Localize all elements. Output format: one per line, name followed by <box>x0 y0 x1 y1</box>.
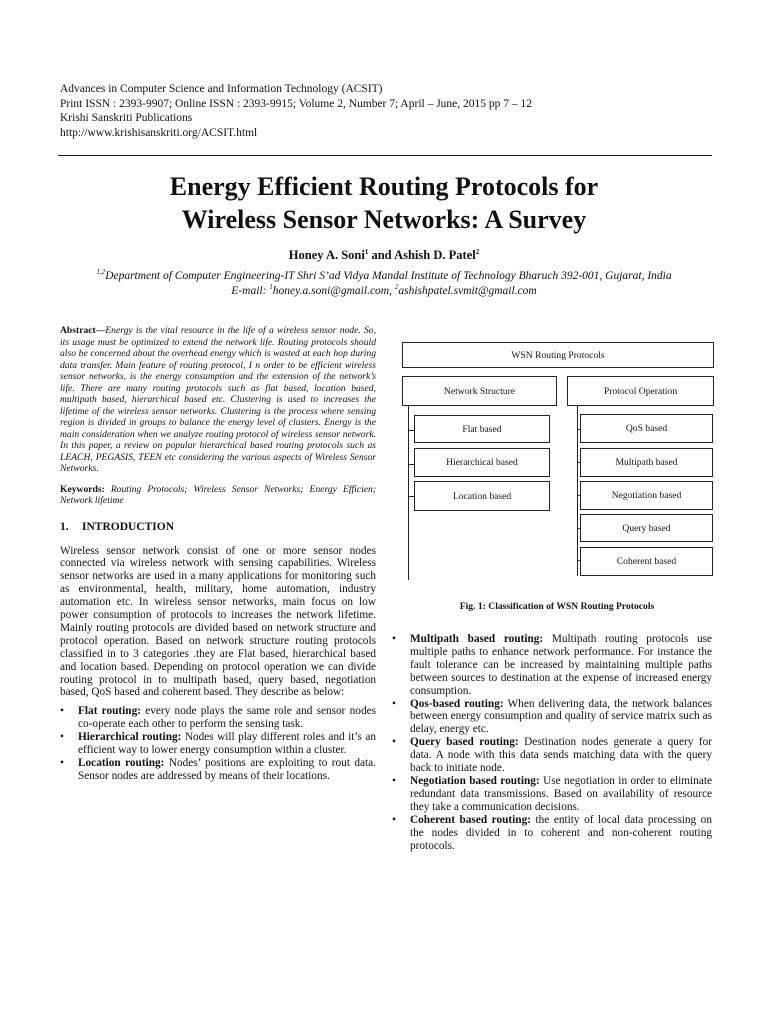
bullet-icon: • <box>392 697 396 710</box>
affiliation-block <box>40 269 728 299</box>
journal-url[interactable]: http://www.krishisanskriti.org/ACSIT.html <box>60 126 258 139</box>
figure-caption: Fig. 1: Classification of WSN Routing Protocols <box>459 601 655 612</box>
list-item-text: Nodes’ positions are exploiting to rout data. Sensor nodes are addressed by means of their locations. <box>78 757 376 782</box>
list-item <box>392 814 712 853</box>
author-2-sup: 2 <box>475 247 480 256</box>
title-line-1: Energy Efficient Routing Protocols for <box>169 172 599 201</box>
diagram-hierarchical-based-box: Hierarchical based <box>414 448 550 477</box>
author-1: Honey A. Soni <box>288 248 365 262</box>
list-item <box>392 775 712 814</box>
diagram-query-based-box: Query based <box>580 514 713 542</box>
list-item-term: Negotiation based routing: <box>410 774 540 787</box>
list-item-text: Use negotiation in order to eliminate redundant data transmissions. Based on availability of resource they take a communication decisions. <box>410 774 712 813</box>
list-item-text: Destination nodes generate a query for data. A node with this data sends matching data with the query back to initiate node. <box>410 736 713 775</box>
email-2-sup: 2 <box>394 283 399 292</box>
paper-title <box>40 170 728 236</box>
list-item-term: Multipath based routing: <box>410 633 544 645</box>
bullet-icon: • <box>60 705 64 718</box>
bullet-icon: • <box>60 757 64 769</box>
affiliation-sup: 1,2 <box>96 268 106 277</box>
diagram-location-based-box: Location based <box>414 481 550 511</box>
abstract-text: Energy is the vital resource in the life of a wireless sensor node. So, its usage must be optimized to extend the network life. Routing protocols should also be concerned about the overhead energy which is wasted at each hop during data transfer. Main feature of routing protocol, I n order to be efficient wireless sensor networks, is the energy consumption and the extension of the network’s life. There are many routing protocols such as flat based, location based, multipath based, hierarchical based etc. Clustering is used to increases the lifetime of the wireless sensor networks. Clustering is the process where sensing region is divided in groups to balance the energy level of clusters. Energy is the main consideration when we analyze routing protocol of wireless sensor network. In this paper, a review on popular hierarchical based routing protocols such as LEACH, PEGASIS, TEEN etc considering the various aspects of Wireless Sensor Networks. <box>60 325 376 474</box>
email-2[interactable]: ashishpatel.svmit@gmail.com <box>398 285 537 297</box>
abstract-label: Abstract— <box>60 325 106 336</box>
list-item-term: Qos-based routing: <box>410 697 504 710</box>
list-item-text: Multipath routing protocols use multiple paths to enhance network performance. For instance the fault tolerance can be increased by maintaining multiple paths between sources to destination at the expense of increased energy consumption. <box>410 633 712 697</box>
bullet-icon: • <box>392 633 396 645</box>
journal-issn: Print ISSN : 2393-9907; Online ISSN : 2393-9915; Volume 2, Number 7; April – June, 2015 pp 7 – 12 <box>60 97 533 110</box>
abstract <box>60 325 376 475</box>
diagram-left-trunk <box>408 406 409 580</box>
list-item <box>60 731 376 757</box>
section-heading-introduction <box>60 521 376 533</box>
intro-bullet-list <box>60 705 376 782</box>
diagram-negotiation-based-box: Negotiation based <box>580 481 713 510</box>
keywords <box>60 484 376 507</box>
list-item-term: Query based routing: <box>410 736 519 749</box>
intro-paragraph: Wireless sensor network consist of one or more sensor nodes connected via wireless network with sensing capabilities. Wireless sensor networks are used in a many applications for monitoring such as environmental, health, military, home automation, industry automation etc. In wireless sensor networks, main focus on low power consumption of protocols to increases the network lifetime. Mainly routing protocols are divided based on network structure and protocol operation. Based on network structure routing protocols classified in to 3 categories .they are Flat based, hierarchical based and location based. Depending on protocol operation we can divide routing protocol in to multipath based, query based, negotiation based, QoS based and coherent based. They describe as below: <box>60 544 376 699</box>
journal-name: Advances in Computer Science and Information Technology (ACSIT) <box>60 83 383 95</box>
list-item-term: Flat routing: <box>78 705 142 718</box>
bullet-icon: • <box>60 731 64 744</box>
journal-publisher: Krishi Sanskriti Publications <box>60 112 193 124</box>
list-item-text: every node plays the same role and sensor nodes co-operate each other to perform the sensing task. <box>78 705 377 731</box>
diagram-protocol-operation-box: Protocol Operation <box>567 376 714 406</box>
right-column-bullets <box>392 627 712 852</box>
keywords-label: Keywords: <box>60 483 105 495</box>
section-number: 1. <box>60 520 69 533</box>
list-item-term: Coherent based routing: <box>410 813 531 826</box>
figure-classification-diagram <box>392 330 722 580</box>
list-item-term: Location routing: <box>78 757 165 769</box>
author-1-sup: 1 <box>364 247 369 256</box>
diagram-flat-based-box: Flat based <box>414 415 550 443</box>
list-item-text: Nodes will play different roles and it’s an efficient way to lower energy consumption within a cluster. <box>78 731 376 757</box>
list-item-text: the entity of local data processing on the nodes divided in to coherent and non-coherent routing protocols. <box>410 813 712 852</box>
diagram-multipath-based-box: Multipath based <box>580 448 713 477</box>
email-1-sup: 1 <box>269 283 273 292</box>
header-rule <box>58 155 712 156</box>
diagram-qos-based-box: QoS based <box>580 414 713 443</box>
list-item-term: Hierarchical routing: <box>78 731 182 744</box>
list-item <box>392 698 712 737</box>
email-1[interactable]: honey.a.soni@gmail.com, <box>272 285 395 297</box>
title-line-2: Wireless Sensor Networks: A Survey <box>181 205 587 234</box>
diagram-root-box: WSN Routing Protocols <box>402 342 714 368</box>
author-line <box>40 248 728 263</box>
list-item <box>392 633 712 698</box>
keywords-text: Routing Protocols; Wireless Sensor Networks; Energy Efficien; Network lifetime <box>60 483 376 506</box>
email-label: E-mail: <box>231 285 270 297</box>
list-item <box>60 757 376 783</box>
diagram-right-trunk <box>577 406 578 576</box>
routing-type-list <box>392 633 712 852</box>
list-item <box>60 705 376 731</box>
list-item <box>392 736 712 775</box>
diagram-coherent-based-box: Coherent based <box>580 547 713 576</box>
section-title: INTRODUCTION <box>82 520 175 533</box>
affiliation: Department of Computer Engineering-IT Shri S’ad Vidya Mandal Institute of Technology Bharuch 392-001, Gujarat, India <box>105 270 672 282</box>
journal-header <box>60 82 720 140</box>
bullet-icon: • <box>392 813 396 826</box>
list-item-text: When delivering data, the network balances between energy consumption and quality of service matrix such as delay, energy etc. <box>410 697 712 736</box>
bullet-icon: • <box>392 774 396 787</box>
author-2: and Ashish D. Patel <box>368 248 476 262</box>
diagram-network-structure-box: Network Structure <box>402 376 557 406</box>
left-column <box>60 325 376 783</box>
bullet-icon: • <box>392 736 396 749</box>
